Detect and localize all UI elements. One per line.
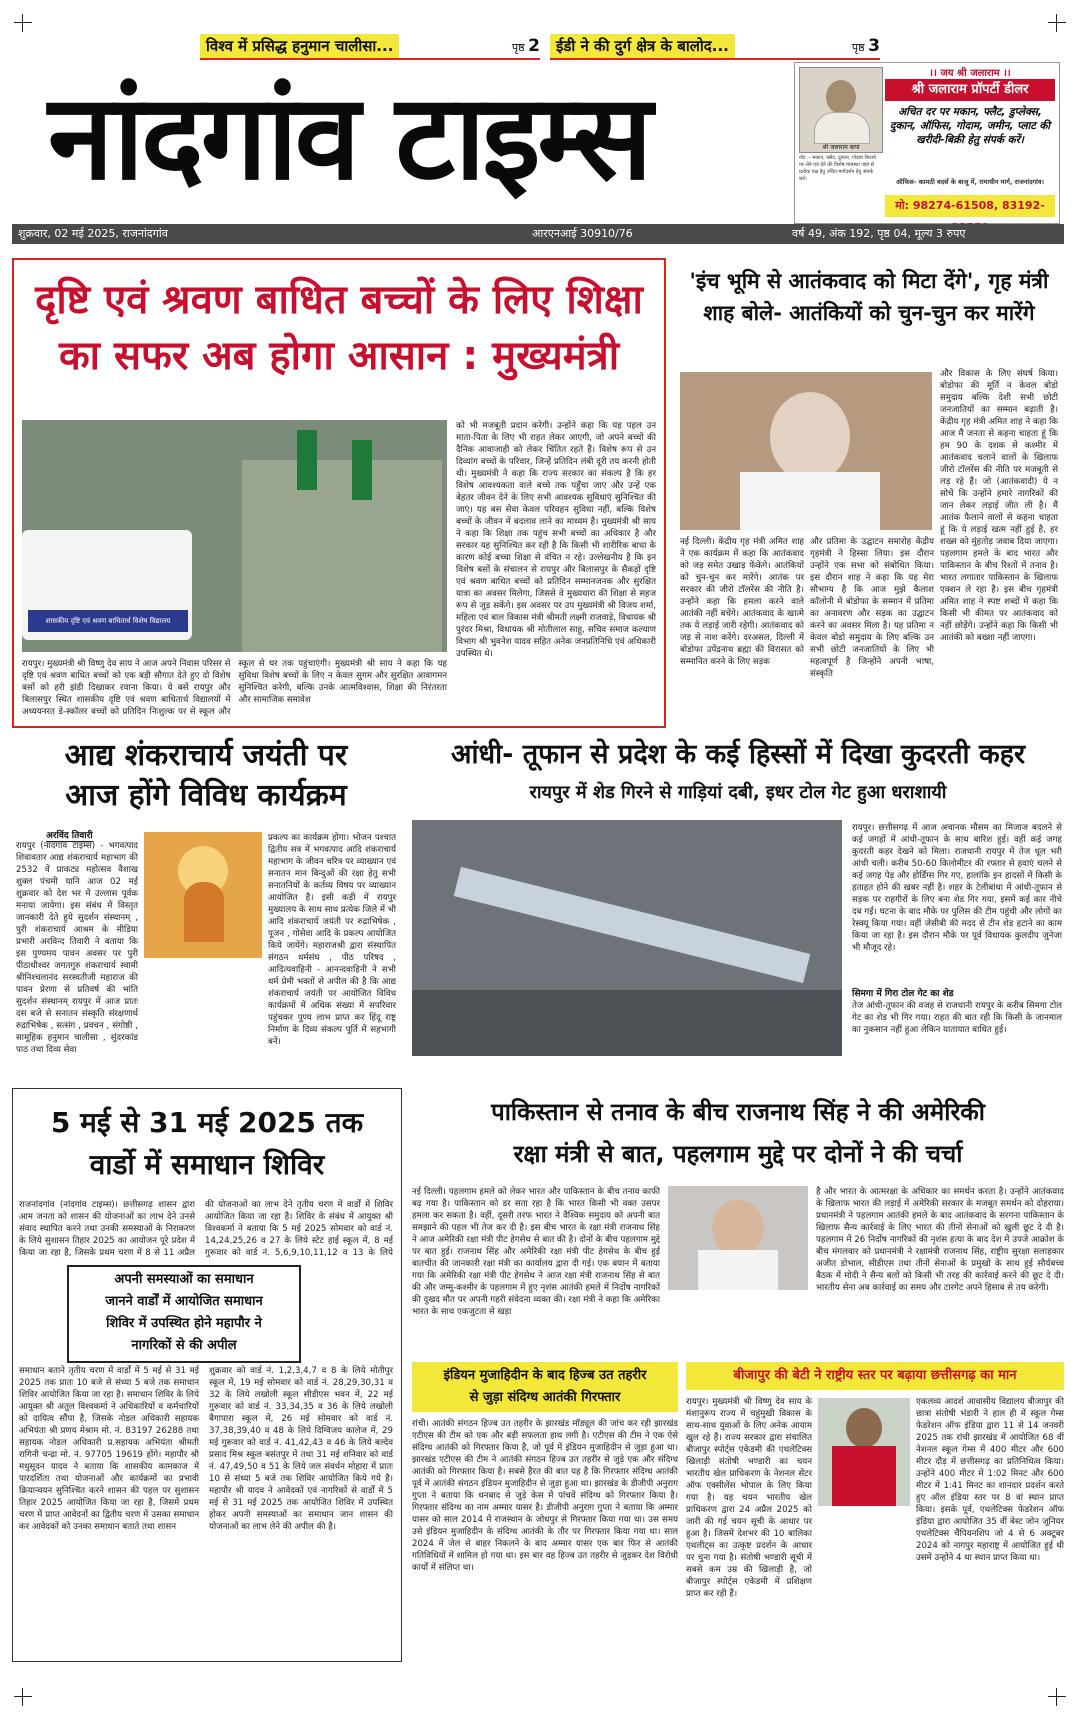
story2-photo-shah xyxy=(680,372,932,530)
story8-body-col-a: रायपुर। मुख्यमंत्री श्री विष्णु देव साय के मंशानुरूप राज्य में चहुंमुखी विकास के साथ-साथ युवाओं के लिए अनेक आयाम खुल रहे हैं। राज्य सरकार द्वारा संचालित बीजापुर स्पोर्ट्स एकेडमी की एथलेटिक्स खिलाड़ी संतोषी भण्डारी का चयन भारतीय खेल प्राधिकरण के नेशनल सेंटर ऑफ एक्सीलेंस भोपाल के लिए किया गया है। यह चयन भारतीय खेल प्राधिकरण द्वारा 24 अप्रैल 2025 को जारी की गई चयन सूची के आधार पर हुआ है। जिसमें देशभर की 10 बालिका एथलीट्स का उत्कृष्ट प्रदर्शन के आधार पर चुना गया है। संतोषी भण्डारी सूची में सबसे कम उम्र की खिलाड़ी है, जो बीजापुर स्पोर्ट्स एकेडमी में प्रशिक्षण प्राप्त कर रही हैं। xyxy=(686,1397,812,1599)
story4-body-col2: तेज आंधी-तूफान की वजह से राजधानी रायपुर के करीब सिमगा टोल गेट का शेड भी गिर गया। राहत की बात रही कि किसी के जानमाल का नुकसान नहीं हुआ लेकिन यातायात बाधित हुई। xyxy=(852,1001,1062,1035)
ad-note: नोट :- मकान, फ्लैट, दुकान, गोदाम किराये पर लेने एवं देने की विशेष व्यवस्था जहां से प्रत्येक पक्ष हेतु उचित मार्गदर्शन हेतु संपर्क करें। xyxy=(799,155,876,182)
story5-body-bottom-b: शुक्रवार को वार्ड नं. 1,2,3,4,7 व 8 के लिये मोतीपुर स्कूल में, 19 मई सोमवार को वार्ड नं. 28,29,30,31 व 32 के लिये लखोली स्कूल सीडीएस भवन में, 22 मई गुरूवार को वार्ड नं. 33,34,35 व 36 के लिये लखोली बैगापारा स्कूल में, 26 मई सोमवार को वार्ड नं. 37,38,39,40 व 48 के लिये दिग्विजय कालेज में, 29 मई गुरूवार को वार्ड नं. 41,42,43 व 46 के लिये बल्देव प्रसाद मिश्र स्कूल बसंतपुर में तथा 31 मई शनिवार को वार्ड नं. 47,49,50 व 51 के लिये जल संवर्धन मोहारा में प्रातः 10 से संध्या 5 बजे तक शिविर आयोजित किये गये है। महापौर श्री यादव ने आवेदकों एवं नागरिकों से वार्डों में 5 मई से 31 मई 2025 तक आयोजित शिविर में उपस्थित होकर अपनी समस्याओं का समाधान जान शासन की योजनाओं का लाभ लेने की अपील की है। xyxy=(209,1366,393,1532)
story2-headline-line2: शाह बोले- आतंकियों को चुन-चुन कर मारेंगे xyxy=(703,301,1035,325)
green-flag xyxy=(297,430,317,490)
story8-headline-box xyxy=(686,1362,1064,1390)
crowd-area xyxy=(242,460,442,652)
story1-headline-line2: का सफर अब होगा आसान : मुख्यमंत्री xyxy=(58,333,620,379)
crop-mark-top-right xyxy=(1048,14,1066,32)
ad-portrait-caption: श्री जलाराम बापा xyxy=(822,144,860,151)
story1-headline-line1: दृष्टि एवं श्रवण बाधित बच्चों के लिए शिक्षा xyxy=(35,277,643,323)
crop-mark-bottom-right xyxy=(1048,1688,1066,1706)
story-bijapur-athlete xyxy=(686,1362,1064,1660)
story5-body-bottom-a: समाधान बताने तृतीय चरण में वार्डों में 5 मई से 31 मई 2025 तक प्रातः 10 बजे से संध्या 5 बजे तक समाधान शिविर आयोजित किया जा रहा है। समाधान शिविर के लिये आयुक्त श्री अतुल विश्वकर्मा ने अधिकारियों व कर्मचारियों को दायित्व सौंपा है, जिसके नोडल अधिकारी सहायक अभियंता श्री प्रणय मेश्राम मो. नं. 83197 26288 तथा सहायक नोडल अधिकारी प्र.सहायक अभियंता श्रीमती रागिनी चन्द्रा मो. नं. 97705 19619 होंगे। महापौर श्री मधुसूदन यादव ने बताया कि शासकीय कामकाज में पारदर्शिता तथा योजनाओं और कार्यक्रमों का प्रभावी क्रियान्वयन सुनिश्चित करने शासन की पहल पर सुशासन तिहार 2025 आयोजित किया जा रहा है, जिसमें प्रथम चरण में प्राप्त आवेदनों का द्वितीय चरण में उसका समाधान कर आवेदकों को उनका समाधान बताते तथा शासन xyxy=(19,1366,199,1532)
story5-body-top-a: राजनांदगांव (नांदगांव टाइम्स)। छत्तीसगढ़ शासन द्वारा आम जनता को शासन की योजनाओं का लाभ देने उनसे संवाद स्थापित करने तथा उनकी समस्याओं के निराकरण के लिये सुशासन तिहार 2025 का आयोजन पूरे प्रदेश में किया जा रहा है, जिसके प्रथम चरण में 8 से 11 अप्रैल xyxy=(19,1200,195,1258)
story-ats-arrest xyxy=(412,1362,678,1660)
masthead-title: नांदगांव टाइम्स xyxy=(48,68,650,206)
story2-body-col-a: नई दिल्ली। केंद्रीय गृह मंत्री अमित शाह ने एक कार्यक्रम में कहा कि आतंकवाद को जड़ समेत उखाड़ फेंकेंगे। आतंकियों को चुन-चुन कर मारेंगे। आतंक पर सरकार की जीरो टॉलरेंस की नीति है। उन्होंने कहा कि हमला करने वाले आतंकी नहीं बचेंगे। आतंकवाद के खात्मे तक ये लड़ाई जारी रहेगी। आतंकवाद को जड़ से नाश करेंगे। दरअसल, दिल्ली में बोडोफा उपेंद्रनाथ ब्रह्मा की विरासत को सम्मानित करने के लिए सड़क xyxy=(680,537,804,667)
ad-tagline: ।। जय श्री जलाराम ।। xyxy=(929,68,1011,79)
teaser-2-text: ईडी ने की दुर्ग क्षेत्र के बालोद... xyxy=(550,34,735,58)
property-ad[interactable] xyxy=(794,62,1060,224)
story3-body-col2: प्रकल्प का कार्यक्रम होगा। भोजन पश्चात द्वितीय सत्र में भगवत्पाद आदि शंकराचार्य महाभाग के जीवन चरित्र पर व्याख्यान एवं सनातन मान बिन्दुओं की रक्षा हेतु सभी सनातनियों के कर्तव्य विषय पर व्याख्यान आयोजित है। इसी कड़ी में रायपुर मुख्यालय के साथ साथ प्रत्येक जिले में भी आदि शंकराचार्य जयंती पर रुद्राभिषेक , पूजन , गोसेवा आदि के प्रकल्प आयोजित किये जायेंगे। महाराजश्री द्वारा संस्थापित संगठन धर्मसंघ , पीठ परिषद , आदित्यवाहिनी - आनन्दवाहिनी ने सभी धर्म प्रेमी भक्तों से अपील की है कि आद्य शंकराचार्य जयंती पर आयोजित विविध कार्यक्रमों में अधिक संख्या में सपरिवार पहुंचकर पुण्य लाभ प्राप्त कर हिंदू राष्ट्र निर्माण के दिव्य संकल्प पूर्ति में सहभागी बनें। xyxy=(268,833,396,1047)
story5-headline-line1: 5 मई से 31 मई 2025 तक xyxy=(50,1106,364,1139)
story1-photo-bus xyxy=(22,420,447,652)
inset-line2: जानने वार्डों में आयोजित समाधान xyxy=(105,1294,263,1309)
inset-line1: अपनी समस्याओं का समाधान xyxy=(114,1272,254,1287)
shah-face xyxy=(770,392,850,482)
story6-photo-rajnath xyxy=(668,1186,808,1290)
story2-body-col-b: और प्रतिमा के उद्घाटन समारोह केंद्रीय गृहमंत्री ने हिस्सा लिया। इस दौरान उन्होंने एक सभा को संबोधित किया। इस दौरान शाह ने कहा कि यह मेरा सौभाग्य है कि आज मुझे कैलाश कॉलोनी में बोडोफा के सम्मान में प्रतिमा का अनावरण और सड़क का उद्घाटन करने का अवसर मिला है। यह प्रतिमा न केवल बोडो समुदाय के लिए बल्कि उन सभी छोटी जनजातियों के लिए भी महत्वपूर्ण है जिन्होंने अपनी भाषा, संस्कृति xyxy=(810,537,934,679)
ad-name: श्री जलाराम प्रॉपर्टी डीलर xyxy=(885,79,1055,101)
saint-figure xyxy=(184,882,224,942)
story4-photo-collapse xyxy=(412,820,842,1056)
ad-portrait-face xyxy=(826,80,856,114)
story-shankaracharya xyxy=(12,736,400,1076)
story6-headline-line1: पाकिस्तान से तनाव के बीच राजनाथ सिंह ने की अमेरिकी xyxy=(491,1098,985,1126)
date-bar xyxy=(12,224,1064,244)
story7-headline-line1: इंडियन मुजाहिदीन के बाद हिज्ब उत तहरीर xyxy=(443,1368,647,1383)
story6-body-col-b: है और भारत के आत्मरक्षा के अधिकार का समर्थन करता है। उन्होंने आतंकवाद के खिलाफ भारत की लड़ाई में अमेरिकी सरकार के मजबूत समर्थन को दोहराया। प्रधानमंत्री ने पहलगाम आतंकी हमले के बाद आतंकवाद के सरगना पाकिस्तान के खिलाफ सैन्य कार्रवाई के लिए भारत की तीनों सेनाओं को खुली छूट दे दी है। पहलगाम में 26 निर्दोष नागरिकों की नृशंस हत्या के बाद देश में उपजे आक्रोश के बीच मंगलवार को प्रधानमंत्री ने रक्षामंत्री राजनाथ सिंह, राष्ट्रीय सुरक्षा सलाहकार अजीत डोभाल, सीडीएस तथा तीनों सेनाओं के प्रमुखों के साथ हुई सौर्यबच्च बैठक में मोदी ने सैन्य बलों को किसी भी तरह की कार्रवाई करने की छूट दे दी। भारतीय सेना अब कार्रवाई का समय और टारगेट अपने हिसाब से तय करेगी। xyxy=(816,1187,1064,1293)
story1-body-col2: को भी मजबूती प्रदान करेगी। उन्होंने कहा कि यह पहल उन माता-पिता के लिए भी राहत लेकर आएगी, जो अपने बच्चों की दैनिक आवाजाही को लेकर चिंतित रहते हैं। विशेष रूप से उन दिव्यांग बच्चों के परिवार, जिन्हें प्रतिदिन लंबी दूरी तय करनी होती थी। मुख्यमंत्री ने कहा कि राज्य सरकार का संकल्प है कि हर विशेष आवश्यकता वाले बच्चे तक पहुँचा जाए और उन्हें एक बेहतर जीवन देने के लिए सभी आवश्यक सुविधाएं सुनिश्चित की जाएं। यह बस सेवा केवल परिवहन सुविधा नहीं, बल्कि विशेष बच्चों के जीवन में बदलाव लाने का माध्यम है। मुख्यमंत्री श्री साय ने कहा कि शिक्षा तक पहुंच सभी बच्चों का अधिकार है और सरकार यह सुनिश्चित कर रही है कि किसी भी शारीरिक बाधा के कारण कोई बच्चा शिक्षा से वंचित न रहे। उल्लेखनीय है कि इन विशेष बसों के संचालन से रायपुर और बिलासपुर के सैकड़ों दृष्टि एवं श्रवण बाधित बच्चों को प्रतिदिन सम्मानजनक और सुरक्षित यात्रा का अवसर मिलेगा, जिससे वे मुख्यधारा की शिक्षा से सहज रूप से जुड़ सकेंगे। इस अवसर पर उप मुख्यमंत्री श्री विजय शर्मा, महिला एवं बाल विकास मंत्री श्रीमती लक्ष्मी राजवाड़े, विधायक श्री पुरंदर मिश्रा, विधायक श्री मोतीलाल साहू, सचिव समाज कल्याण विभाग श्री भुवनेश यादव सहित अनेक जनप्रतिनिधि एवं अधिकारी उपस्थित थे। xyxy=(456,421,656,659)
teaser-1[interactable] xyxy=(200,34,540,60)
story-storm xyxy=(412,736,1064,1076)
issue-info: वर्ष 49, अंक 192, पृष्ठ 04, मूल्य 3 रुपए xyxy=(792,227,966,240)
wet-road xyxy=(412,990,842,1056)
inset-line3: शिविर में उपस्थित होने महापौर ने xyxy=(106,1316,262,1331)
story8-body-col-b: एकलव्य आदर्श आवासीय विद्यालय बीजापुर की छात्रा संतोषी भंडारी ने हाल ही में स्कूल गेम्स फेडरेशन ऑफ इंडिया द्वारा 11 से 14 जनवरी 2025 तक रांची झारखंड में आयोजित 68 वीं नेशनल स्कूल गेम्स में 400 मीटर और 600 मीटर दौड़ में छत्तीसगढ़ का प्रतिनिधित्व किया। उन्होंने 400 मीटर में 1:02 मिनट और 600 मीटर में 1:41 मिनट का शानदार प्रदर्शन करते हुए ऑल इंडिया स्तर पर 8 वां स्थान प्राप्त किया। इसके पूर्व, एथलेटिक्स फेडरेशन ऑफ इंडिया द्वारा आयोजित 35 वीं बेस्ट जोन जूनियर एथलेटिक्स चैंपियनशिप जो 4 से 6 अक्टूबर 2024 को नागपुर महाराष्ट्र में आयोजित हुई थी उसमें उन्होंने 4 था स्थान प्राप्त किया था। xyxy=(916,1397,1064,1563)
ad-body: अचित दर पर मकान, फ्लैट, डुप्लेक्स, दुकान, ऑफिस, गोदाम, जमीन, प्लाट की खरीदी-बिक्री हेतु संपर्क करें। xyxy=(889,106,1051,146)
story2-headline-line1: 'इंच भूमि से आतंकवाद को मिटा देंगे', गृह मंत्री xyxy=(689,269,1049,293)
teaser-2-page: 3 xyxy=(868,36,880,56)
story-amit-shah xyxy=(674,258,1064,724)
athlete-face xyxy=(846,1408,882,1448)
story3-headline-line1: आद्य शंकराचार्य जयंती पर xyxy=(64,738,348,773)
dateline: शुक्रवार, 02 मई 2025, राजनांदगांव xyxy=(18,227,168,240)
athlete-jersey xyxy=(832,1446,896,1506)
story5-headline-line2: वार्डो में समाधान शिविर xyxy=(89,1148,325,1181)
ad-phone: मो: 98274-61508, 83192- xyxy=(885,195,1055,217)
teaser-2[interactable] xyxy=(550,34,880,60)
story-samadhan-shivir xyxy=(12,1088,402,1662)
rajnath-face xyxy=(712,1200,764,1256)
fallen-shed xyxy=(454,867,811,983)
ad-office: ऑफिस- कामठी बदर्स के बाजू में, रामाधीन मार्ग, राजनांदगांव। xyxy=(896,178,1044,186)
story-rajnath xyxy=(412,1088,1064,1350)
crop-mark-top-left xyxy=(14,14,32,32)
story7-body: रांची। आतंकी संगठन हिज्ब उत तहरीर के झारखंड मॉड्यूल की जांच कर रही झारखंड एटीएस की टीम को एक और बड़ी सफलता हाथ लगी है। एटीएस की टीम ने एक ऐसे संदिग्ध आतंकी को गिरफ्तार किया है, जो पूर्व में इंडियन मुजाहिदीन से जुड़ा हुआ था। झारखंड एटीएस की टीम ने आतंकी संगठन हिज्ब उत तहरीर से जुड़े एक और संदिग्ध आतंकी को गिरफ्तार किया है। सबसे हैरत की बात यह है कि गिरफ्तार संदिग्ध आतंकी पूर्व में आतंकी संगठन इंडियन मुजाहिदीन से जुड़ा हुआ था। झारखंड के डीजीपी अनुराग गुप्ता ने बताया कि धनबाद से जुड़े केस में पांचवें संदिग्ध को गिरफ्तार किया है। गिरफ्तार संदिग्ध का नाम अम्मार यासर है। डीजीपी अनुराग गुप्ता ने बताया कि अम्मार यासर को साल 2014 में राजस्थान के जोधपुर से गिरफ्तार किया गया था। उस समय उसे इंडियन मुजाहिदीन के संदिग्ध आतंकी के तौर पर गिरफ्तार किया गया था। साल 2024 में जेल से बाहर निकलने के बाद अम्मार यासर एक बार फिर से आतंकी गतिविधियों में शामिल हो गया था। इस बार वह हिज्ब उत तहरीर से जुड़कर देश विरोधी कार्यों में संलिप्त था। xyxy=(412,1419,678,1573)
story-education-buses xyxy=(12,258,666,728)
story3-body-col1: रायपुर (नांदगांव टाइम्स) - भगवत्पाद शिवावतार आद्य शंकराचार्य महाभाग की 2532 वें प्राकट्य महोत्सव वैशाख शुक्ल पंचमी यानि आज 02 मई शुक्रवार को देश भर में उल्लास पूर्वक मनाया जायेगा। इस संबंध में विस्तृत जानकारी देते हुये सुदर्शन संस्थानम् , पुरी शंकराचार्य आश्रम के मीडिया प्रभारी अरविन्द तिवारी ने बताया कि इस पुण्यमय पावन अवसर पर पुरी पीठाधीश्वर जगतगुरु शंकराचार्य स्वामी श्रीनिश्चलानंद सरस्वतीजी महाराज की पावन प्रेरणा से प्रतिवर्ष की भांति सुदर्शन संस्थानम् रायपुर में आज प्रातः दस बजे से सनातन संस्कृति संरक्षणार्थ रुद्राभिषेक , सत्संग , प्रवचन , संगोष्ठी , सामूहिक हनुमान चालीसा , सुंदरकांड पाठ तथा दिव्य सेवा xyxy=(16,841,138,1055)
story4-subhead2: सिमगा में गिरा टोल गेट का शेड xyxy=(852,989,954,999)
story3-headline-line2: आज होंगे विविध कार्यक्रम xyxy=(65,778,347,813)
story7-headline-box xyxy=(412,1362,678,1412)
ad-portrait xyxy=(799,67,883,153)
story3-byline: अरविंद तिवारी xyxy=(46,828,93,842)
teaser-1-text: विश्व में प्रसिद्ध हनुमान चालीसा... xyxy=(200,34,399,58)
story1-body-col1: रायपुर। मुख्यमंत्री श्री विष्णु देव साय ने आज अपने निवास परिसर से दृष्टि एवं श्रवण बाधित बच्चों को एक बड़ी सौगात देते हुए दो विशेष बसों को हरी झंडी दिखाकर रवाना किया। ये बसें रायपुर और बिलासपुर स्थित शासकीय दृष्टि एवं श्रवण बाधितार्थ विद्यालयों में अध्ययनरत डे-स्कॉलर बच्चों को प्रतिदिन निःशुल्क पर से स्कूल और स्कूल से घर तक पहुंचाएंगी। मुख्यमंत्री श्री साय ने कहा कि यह सुविधा विशेष बच्चों के लिए न केवल सुगम और सुरक्षित आवागमन सुनिश्चित करेगी, बल्कि उनके आत्मविश्वास, शिक्षा की निरंतरता और सामाजिक समावेश xyxy=(22,659,447,717)
inset-line4: नागरिकों से की अपील xyxy=(131,1338,237,1353)
story4-headline: आंधी- तूफान से प्रदेश के कई हिस्सों में दिखा कुदरती कहर xyxy=(450,739,1026,770)
teaser-2-page-label: पृष्ठ xyxy=(851,41,865,54)
bus-banner: शासकीय दृष्टि एवं श्रवण बाधितार्थ विशेष विद्यालय xyxy=(28,610,188,632)
story6-headline-line2: रक्षा मंत्री से बात, पहलगाम मुद्दे पर दोनों ने की चर्चा xyxy=(513,1140,963,1168)
story6-body-col-a: नई दिल्ली। पहलगाम हमले को लेकर भारत और पाकिस्तान के बीच तनाव काफी बढ़ गया है। पाकिस्तान को डर सता रहा है कि भारत किसी भी वक्त उसपर हमला कर सकता है। वहीं, दूसरी तरफ भारत ने वैश्विक समुदाय को अपनी बात समझाने की पहल भी तेज कर दी है। इस बीच भारत के रक्षा मंत्री राजनाथ सिंह ने आज अमेरिकी रक्षा मंत्री पीट हेगसेथ से बात की है। दोनों के बीच पहलगाम मुद्दे पर बात हुई। राजनाथ सिंह और अमेरिकी रक्षा मंत्री पीट हेगसेथ के बीच हुई बातचीत की जानकारी रक्षा मंत्री का कार्यालय द्वारा दी गई। एक बयान में बताया गया कि अमेरिकी रक्षा मंत्री पीट हेगसेथ ने आज रक्षा मंत्री राजनाथ सिंह से बात की और जम्मू-कश्मीर के पहलगाम में हुए नृशंस आतंकी हमले में निर्दोष नागरिकों की दुखद मौत पर अपनी गहरी संवेदना व्यक्त की। रक्षा मंत्री ने कहा कि अमेरिका भारत के साथ एकजुटता से खड़ा xyxy=(412,1187,660,1317)
rni-number: आरएनआई 30910/76 xyxy=(532,227,633,240)
ad-portrait-body xyxy=(814,112,870,144)
story2-body-right: और विकास के लिए संघर्ष किया। बोडोफा की मूर्ति न केवल बोडो समुदाय बल्कि देशी सभी छोटी जनजातियों का सम्मान बढ़ाती है। केंद्रीय गृह मंत्री अमित शाह ने कहा कि आज मैं जनता से कहना चाहता हूं कि हम 90 के दशक से कश्मीर में आतंकवाद चलाने वालों के खिलाफ जीरो टॉलरेंस की नीति पर मजबूती से लड़ रहे हैं। जो (आतंकवादी) ये न सोचें कि उन्होंने हमारे नागरिकों की जान लेकर लड़ाई जीत ली है। मैं आतंक फैलाने वालों से कहना चाहता हूं कि ये लड़ाई खत्म नहीं हुई है, हर शख्स को मुंहतोड़ जवाब दिया जाएगा। पहलगाम हमले के बाद भारत और पाकिस्तान के बीच रिश्तों में तनाव है। भारत लगातार पाकिस्तान के खिलाफ एक्शन ले रहा है। इस बीच गृहमंत्री अमित शाह ने स्पष्ट शब्दों में कहा कि किसी भी कीमत पर आतंकवाद को नहीं छोड़ेंगे। उन्होंने कहा कि किसी भी आतंकी को बख्शा नहीं जाएगा। xyxy=(940,369,1058,643)
story5-inset xyxy=(67,1265,301,1363)
shah-kurta xyxy=(740,472,880,530)
teaser-1-page: 2 xyxy=(528,36,540,56)
story4-subhead: रायपुर में शेड गिरने से गाड़ियां दबी, इधर टोल गेट हुआ धराशायी xyxy=(529,782,947,803)
story5-body-top-b: की योजनाओं का लाभ देने तृतीय चरण में वार्डों में शिविर आयोजित किया जा रहा है। शिविर के संबंध में आयुक्त श्री विश्वकर्मा ने बताया कि 5 मई 2025 सोमवार को वार्ड नं. 14,24,25,26 व 27 के लिये स्टेट हाई स्कूल में, 8 मई गुरूवार को वार्ड नं. 5,6,9,10,11,12 व 13 के लिये xyxy=(205,1200,393,1258)
story7-headline-line2: से जुड़ा संदिग्ध आतंकी गिरफ्तार xyxy=(469,1390,621,1405)
story4-body-col1: रायपुर। छत्तीसगढ़ में आज अचानक मौसम का मिजाज बदलने से कई जगहों में आंधी-तूफान के साथ बारिश हुई। वहीं कई जगह कुदरती कहर देखने को मिला। राजधानी रायपुर में तेज धूल भरी आंधी चली। करीब 50-60 किलोमीटर की रफ्तार से हवाएं चलने से कई जगह पेड़ और होर्डिंग्स गिर गए, हालांकि इन हादसों में किसी के हताहत होने की खबर नहीं है। शहर के टेलीबांधा में आंधी-तूफान से सड़क पर राहगीरों के लिए बना शेड गिर गया, इसमें कई कार नीचे दब गईं। घटना के बाद मौके पर पुलिस की टीम पहुंची और लोगों का रेस्क्यू किया गया। वहीं जेसीबी की मदद से टीन शेड हटाने का काम किया जा रहा है। इस दौरान मौके पर पूर्व विधायक कुलदीप जुनेजा भी मौजूद रहे। xyxy=(852,823,1062,953)
crop-mark-bottom-left xyxy=(14,1688,32,1706)
green-flag-2 xyxy=(352,440,372,500)
rajnath-kurta xyxy=(698,1250,778,1290)
story3-photo-shankaracharya xyxy=(144,832,262,958)
teaser-1-page-label: पृष्ठ xyxy=(511,41,525,54)
story8-photo-athlete xyxy=(818,1398,910,1506)
story8-headline: बीजापुर की बेटी ने राष्ट्रीय स्तर पर बढ़ाया छत्तीसगढ़ का मान xyxy=(733,1368,1017,1383)
